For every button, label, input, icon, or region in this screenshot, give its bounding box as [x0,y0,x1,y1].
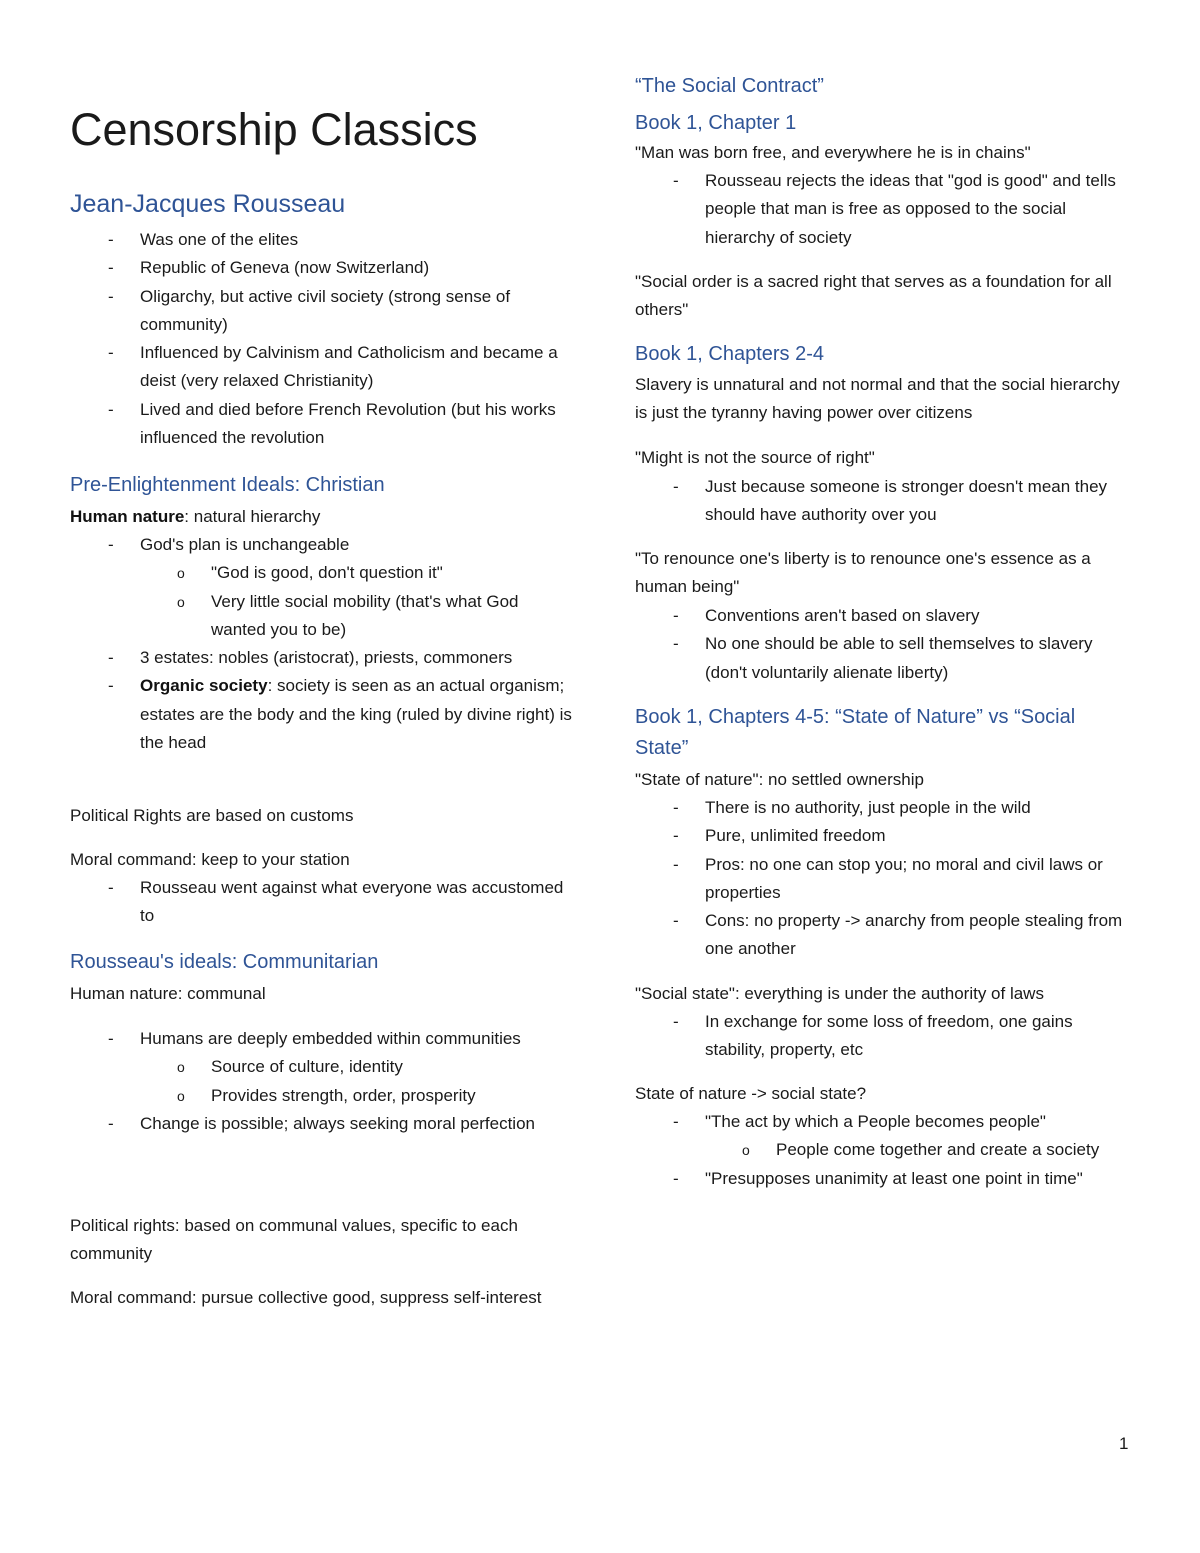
dash-bullet: - [673,826,679,846]
document-title: Censorship Classics [70,104,478,155]
sub-list-item: o "God is good, don't question it" [140,559,575,587]
quote-social-order: "Social order is a sacred right that serves as a foundation for all others" [635,272,1112,320]
dash-bullet: - [108,399,114,419]
quote-might: "Might is not the source of right" [635,448,875,467]
dash-bullet: - [108,648,114,668]
human-nature-communal: Human nature: communal [70,984,266,1003]
dash-bullet: - [108,230,114,249]
state-of-nature-line: "State of nature": no settled ownership [635,770,924,789]
political-rights-communal: Political rights: based on communal values, specific to each community [70,1216,518,1264]
dash-bullet: - [108,878,114,897]
quote-born-free: "Man was born free, and everywhere he is in chains" [635,143,1031,162]
heading-book1-ch4-5: Book 1, Chapters 4-5: “State of Nature” vs “Social State” [635,706,1076,759]
list-item: - Pure, unlimited freedom [635,822,1135,850]
dash-bullet: - [108,286,114,306]
heading-pre-enlightenment: Pre-Enlightenment Ideals: Christian [70,474,385,496]
bold-term: Human nature [70,507,185,526]
list-item: - Republic of Geneva (now Switzerland) [70,254,575,282]
list-item: - There is no authority, just people in the wild [635,794,1135,822]
sub-list [140,559,575,644]
heading-social-contract: “The Social Contract” [635,75,824,97]
social-state-list [635,1008,1135,1065]
list-item: - Rousseau went against what everyone was accustomed to [70,874,575,931]
might-list [635,473,1135,530]
list-item: - 3 estates: nobles (aristocrat), priests, commoners [70,644,575,672]
human-nature-line: Human nature: natural hierarchy [70,507,321,526]
social-state-line: "Social state": everything is under the authority of laws [635,984,1044,1003]
circle-bullet: o [177,1087,185,1104]
sub-list-item: o Provides strength, order, prosperity [140,1082,535,1110]
dash-bullet: - [673,1012,679,1031]
list-item: - Change is possible; always seeking moral perfection [70,1110,535,1138]
list-item: - In exchange for some loss of freedom, one gains stability, property, etc [635,1008,1135,1065]
sub-list [140,1053,535,1110]
page-number: 1 [1119,1434,1129,1453]
list-item: - Oligarchy, but active civil society (strong sense of community) [70,283,575,340]
sub-list-item: o Source of culture, identity [140,1053,535,1081]
heading-rousseau-ideals: Rousseau's ideals: Communitarian [70,951,379,973]
list-item: - Just because someone is stronger doesn't mean they should have authority over you [635,473,1135,530]
dash-bullet: - [673,798,679,817]
moral-command-station: Moral command: keep to your station [70,850,350,869]
renounce-list [635,602,1135,687]
state-of-nature-list [635,794,1135,964]
list-item: - Rousseau rejects the ideas that "god is good" and tells people that man is free as opposed to the social hierarchy of society [635,167,1135,252]
dash-bullet: - [108,258,114,278]
quote-renounce: "To renounce one's liberty is to renounce one's essence as a human being" [635,549,1091,597]
dash-bullet: - [673,606,679,625]
dash-bullet: - [673,1112,679,1131]
slavery-paragraph: Slavery is unnatural and not normal and that the social hierarchy is just the tyranny having power over citizens [635,375,1120,423]
transition-list [635,1108,1099,1193]
list-item: - Influenced by Calvinism and Catholicism and became a deist (very relaxed Christianity) [70,339,575,396]
dash-bullet: - [108,1029,114,1048]
dash-bullet: - [108,1113,114,1133]
heading-rousseau: Jean-Jacques Rousseau [70,190,346,218]
dash-bullet: - [673,477,679,496]
list-item: - No one should be able to sell themselves to slavery (don't voluntarily alienate liberty) [635,630,1135,687]
heading-book1-ch2-4: Book 1, Chapters 2-4 [635,343,824,365]
sub-list-item: o Very little social mobility (that's what God wanted you to be) [140,588,575,645]
list-item: - Was one of the elites [70,226,575,254]
list-item: - Pros: no one can stop you; no moral and civil laws or properties [635,851,1135,908]
pre-enlightenment-list [70,531,575,757]
dash-bullet: - [108,676,114,696]
list-item: - God's plan is unchangeable o "God is good, don't question it" o Very little social mobility (that's what God wanted you to be) [70,531,575,644]
circle-bullet: o [177,565,185,582]
moral-station-list [70,874,575,931]
circle-bullet: o [177,593,185,610]
dash-bullet: - [673,634,679,654]
dash-bullet: - [673,171,679,190]
sub-list [705,1136,1099,1164]
dash-bullet: - [673,1168,679,1188]
rousseau-bio-list [70,226,575,452]
list-item: - Cons: no property -> anarchy from people stealing from one another [635,907,1135,964]
list-item: - Lived and died before French Revolution (but his works influenced the revolution [70,396,575,453]
moral-command-collective: Moral command: pursue collective good, suppress self-interest [70,1288,542,1307]
list-item: - Conventions aren't based on slavery [635,602,1135,630]
bold-term: Organic society [140,676,268,696]
list-item: - Humans are deeply embedded within communities o Source of culture, identity o Provides strength, order, prosperity [70,1025,535,1110]
dash-bullet: - [673,911,679,931]
communitarian-list [70,1025,535,1138]
dash-bullet: - [108,535,114,554]
dash-bullet: - [673,854,679,874]
list-item: - "The act by which a People becomes people" o People come together and create a society [635,1108,1099,1165]
transition-line: State of nature -> social state? [635,1084,867,1103]
sub-list-item: o People come together and create a society [705,1136,1099,1164]
heading-book1-ch1: Book 1, Chapter 1 [635,112,797,134]
born-free-list [635,167,1135,252]
dash-bullet: - [108,343,114,363]
circle-bullet: o [742,1142,750,1159]
list-item: - Organic society: society is seen as an actual organism; estates are the body and the king (ruled by divine right) is the head [70,672,575,757]
circle-bullet: o [177,1059,185,1076]
political-rights-customs: Political Rights are based on customs [70,806,354,825]
list-item: - "Presupposes unanimity at least one point in time" [635,1165,1099,1193]
